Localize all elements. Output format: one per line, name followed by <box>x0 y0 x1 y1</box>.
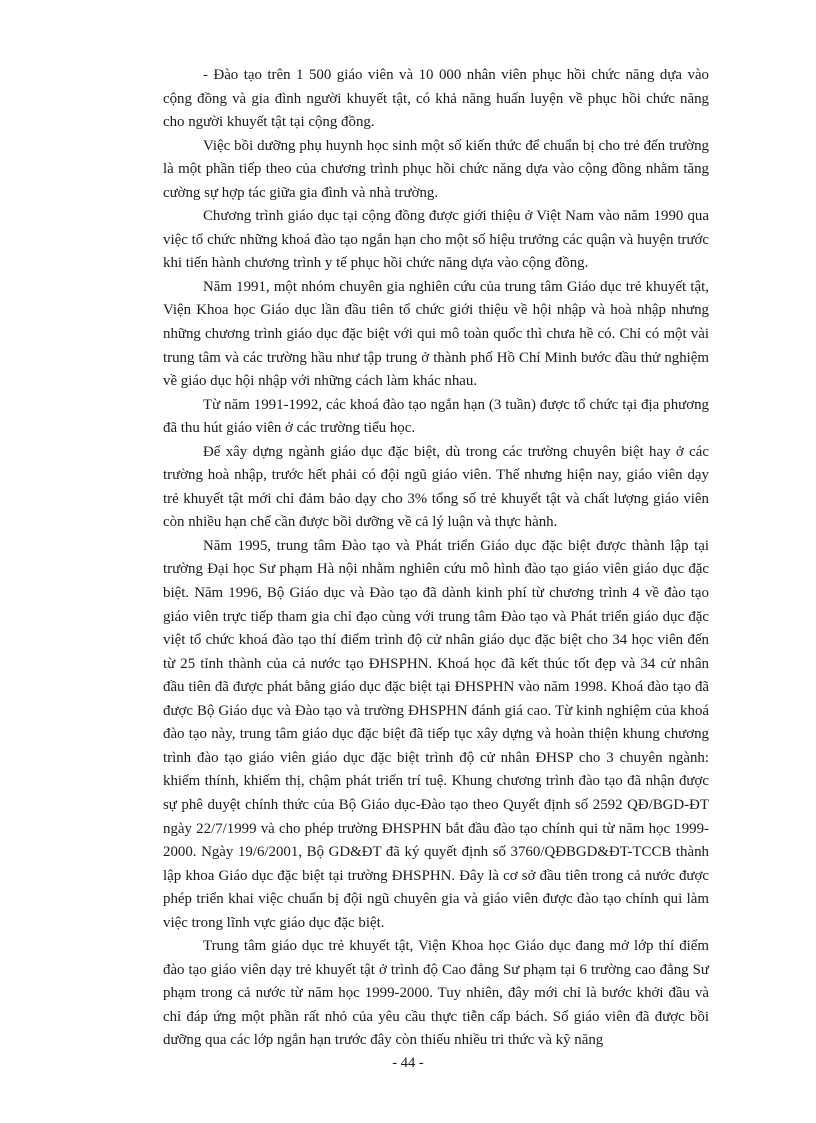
paragraph-2: Việc bồi dưỡng phụ huynh học sinh một số kiến thức để chuẩn bị cho trẻ đến trường là một phần tiếp theo của chương trình phục hồi chức năng dựa vào cộng đồng nhằm tăng cường sự hợp tác giữa gia đình và nhà trường. <box>163 137 709 201</box>
paragraph-3: Chương trình giáo dục tại cộng đồng được giới thiệu ở Việt Nam vào năm 1990 qua việc tổ chức những khoá đào tạo ngắn hạn cho một số hiệu trưởng các quận và huyện trước khi tiến hành chương trình y tế phục hồi chức năng dựa vào cộng đồng. <box>163 208 709 272</box>
page-number: - 44 - <box>392 1055 424 1071</box>
paragraph-5: Từ năm 1991-1992, các khoá đào tạo ngắn hạn (3 tuần) được tổ chức tại địa phương đã thu hút giáo viên ở các trường tiểu học. <box>163 396 709 437</box>
paragraph-6: Để xây dựng ngành giáo dục đặc biệt, dù trong các trường chuyên biệt hay ở các trường hoà nhập, trước hết phải có đội ngũ giáo viên. Thế nhưng hiện nay, giáo viên dạy trẻ khuyết tật mới chỉ đảm bảo dạy cho 3% tổng số trẻ khuyết tật và chất lượng giáo viên còn nhiều hạn chế cần được bồi dưỡng về cả lý luận và thực hành. <box>163 443 709 531</box>
paragraph-4: Năm 1991, một nhóm chuyên gia nghiên cứu của trung tâm Giáo dục trẻ khuyết tật, Viện Khoa học Giáo dục lần đầu tiên tổ chức giới thiệu về hội nhập và hoà nhập nhưng những chương trình giáo dục đặc biệt với qui mô toàn quốc thì chưa hề có. Chỉ có một vài trung tâm và các trường hầu như tập trung ở thành phố Hồ Chí Minh bước đầu thử nghiệm về giáo dục hội nhập với những cách làm khác nhau. <box>163 278 709 390</box>
paragraph-7: Năm 1995, trung tâm Đào tạo và Phát triển Giáo dục đặc biệt được thành lập tại trường Đại học Sư phạm Hà nội nhằm nghiên cứu mô hình đào tạo giáo viên giáo dục đặc biệt. Năm 1996, Bộ Giáo dục và Đào tạo đã dành kinh phí từ chương trình 4 về đào tạo giáo viên trực tiếp tham gia chỉ đạo cùng với trung tâm Đào tạo và Phát triển giáo dục đặc việt tổ chức khoá đào tạo thí điểm trình độ cử nhân giáo dục đặc biệt cho 34 học viên đến từ 25 tỉnh thành của cả nước tạo ĐHSPHN. Khoá học đã kết thúc tốt đẹp và 34 cử nhân đầu tiên đã được phát bằng giáo dục đặc biệt tại ĐHSPHN vào năm 1998. Khoá đào tạo đã được Bộ Giáo dục và Đào tạo và trường ĐHSPHN đánh giá cao. Từ kinh nghiệm của khoá đào tạo này, trung tâm giáo dục đặc biệt đã tiếp tục xây dựng và hoàn thiện khung chương trình đào tạo giáo viên giáo dục đặc biệt trình độ cử nhân ĐHSP cho 3 chuyên ngành: khiếm thính, khiếm thị, chậm phát triển trí tuệ. Khung chương trình đào tạo đã nhận được sự phê duyệt chính thức của Bộ Giáo dục-Đào tạo theo Quyết định số 2592 QĐ/BGD-ĐT ngày 22/7/1999 và cho phép trường ĐHSPHN bắt đầu đào tạo chính qui từ năm học 1999-2000. Ngày 19/6/2001, Bộ GD&ĐT đã ký quyết định số 3760/QĐBGD&ĐT-TCCB thành lập khoa Giáo dục đặc biệt tại trường ĐHSPHN. Đây là cơ sở đầu tiên trong cả nước được phép triển khai việc chuẩn bị đội ngũ chuyên gia và giáo viên được đào tạo chính qui làm việc trong lĩnh vực giáo dục đặc biệt. <box>163 537 709 931</box>
body-text <box>163 64 709 1053</box>
paragraph-1: - Đào tạo trên 1 500 giáo viên và 10 000 nhân viên phục hồi chức năng dựa vào cộng đồng và gia đình người khuyết tật, có khả năng huấn luyện về phục hồi chức năng cho người khuyết tật tại cộng đồng. <box>163 67 709 131</box>
paragraph-8: Trung tâm giáo dục trẻ khuyết tật, Viện Khoa học Giáo dục đang mở lớp thí điểm đào tạo giáo viên dạy trẻ khuyết tật ở trình độ Cao đẳng Sư phạm tại 6 trường cao đẳng Sư phạm trong cả nước từ năm học 1999-2000. Tuy nhiên, đây mới chỉ là bước khởi đầu và chỉ đáp ứng một phần rất nhỏ của yêu cầu thực tiễn cấp bách. Số giáo viên đã được bồi dưỡng qua các lớp ngắn hạn trước đây còn thiếu nhiều tri thức và kỹ năng <box>163 938 709 1049</box>
